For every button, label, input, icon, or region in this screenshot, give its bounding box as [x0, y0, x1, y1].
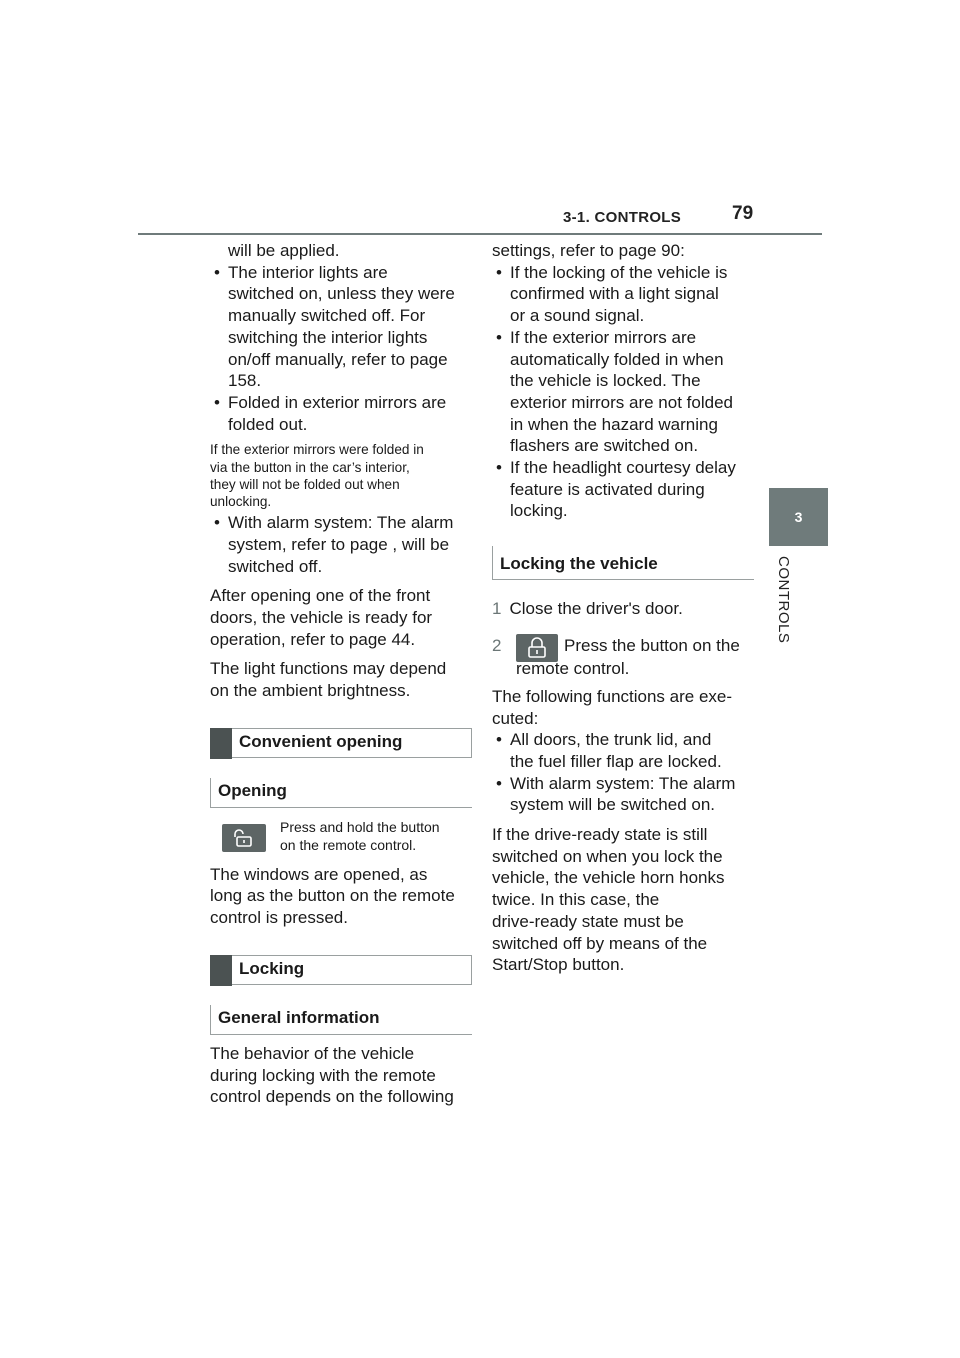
text-line: If the exterior mirrors were folded in: [210, 442, 424, 458]
text-line: folded out.: [228, 414, 308, 434]
chapter-number: 3: [794, 509, 803, 525]
text-line: in when the hazard warning: [510, 414, 718, 434]
paragraph: [210, 1043, 472, 1108]
note-text: [210, 441, 472, 510]
text-line: cuted:: [492, 708, 539, 728]
text-line: drive-ready state must be: [492, 911, 684, 931]
step-number: 2: [492, 635, 502, 655]
intro-continuation: will be applied.: [228, 241, 340, 260]
text-line: long as the button on the remote: [210, 886, 455, 906]
section-heading-locking: [210, 955, 472, 985]
heading-label: Locking: [239, 958, 305, 978]
text-line: • All doors, the trunk lid, and: [510, 730, 712, 750]
subheading-label: General information: [218, 1007, 380, 1027]
text-line: exterior mirrors are not folded: [510, 392, 733, 412]
text-line: during locking with the remote: [210, 1065, 436, 1085]
text-line: • With alarm system: The alarm: [510, 773, 736, 793]
list-item: [210, 262, 472, 392]
heading-bar: [210, 955, 232, 986]
heading-label: Convenient opening: [239, 731, 403, 751]
step-number: 1: [492, 599, 502, 619]
text-line: the vehicle is locked. The: [510, 371, 701, 391]
text-line: operation, refer to page 44.: [210, 629, 416, 649]
step-text: Press the button on the: [564, 635, 740, 655]
heading-bar: [210, 728, 232, 759]
chapter-side-label: CONTROLS: [775, 556, 792, 644]
list-item: [492, 773, 754, 816]
unlock-icon: [222, 824, 266, 852]
step-text: remote control.: [516, 658, 630, 678]
opening-instruction: [210, 818, 472, 864]
text-line: • If the locking of the vehicle is: [510, 262, 728, 282]
text-line: • If the headlight courtesy delay: [510, 458, 736, 478]
text-line: vehicle, the vehicle horn honks: [492, 868, 725, 888]
text-line: twice. In this case, the: [492, 890, 660, 910]
text-line: on the ambient brightness.: [210, 681, 411, 701]
text-line: switched on, unless they were: [228, 284, 455, 304]
text-line: If the drive-ready state is still: [492, 825, 708, 845]
step-2: [492, 634, 754, 678]
text-line: • The interior lights are: [228, 262, 388, 282]
left-column: [210, 240, 472, 1108]
list-item: [492, 729, 754, 772]
text-line: they will not be folded out when: [210, 476, 400, 492]
paragraph: settings, refer to page 90:: [492, 241, 685, 260]
subheading-general-information: [210, 1005, 472, 1035]
text-line: the fuel filler flap are locked.: [510, 751, 722, 771]
list-item: [210, 512, 472, 577]
list-item: [492, 262, 754, 327]
text-line: system, refer to page , will be: [228, 534, 450, 554]
text-line: on the remote control.: [280, 836, 417, 853]
text-line: or a sound signal.: [510, 306, 645, 326]
text-line: Start/Stop button.: [492, 955, 625, 975]
text-line: system will be switched on.: [510, 795, 716, 815]
text-line: feature is activated during: [510, 479, 705, 499]
text-line: 158.: [228, 371, 262, 391]
list-item: [210, 392, 472, 435]
right-column: [492, 240, 754, 976]
header-divider: [138, 233, 822, 235]
step-1: [492, 598, 754, 620]
step-text: Close the driver's door.: [509, 599, 683, 619]
text-line: doors, the vehicle is ready for: [210, 607, 433, 627]
section-title: 3-1. CONTROLS: [563, 209, 682, 226]
paragraph: [210, 864, 472, 929]
text-line: unlocking.: [210, 493, 272, 509]
text-line: • With alarm system: The alarm: [228, 513, 454, 533]
text-line: control is pressed.: [210, 908, 348, 928]
text-line: • Folded in exterior mirrors are: [228, 392, 447, 412]
text-line: manually switched off. For: [228, 306, 426, 326]
instruction-text: [280, 818, 440, 854]
subheading-label: Locking the vehicle: [500, 554, 658, 574]
text-line: After opening one of the front: [210, 586, 431, 606]
text-line: automatically folded in when: [510, 349, 724, 369]
list-item: [492, 457, 754, 522]
text-line: confirmed with a light signal: [510, 284, 719, 304]
text-line: The windows are opened, as: [210, 864, 428, 884]
text-line: control depends on the following: [210, 1087, 454, 1107]
paragraph: [210, 585, 472, 650]
text-line: switching the interior lights: [228, 327, 428, 347]
subheading-opening: [210, 778, 472, 808]
text-line: switched off.: [228, 556, 323, 576]
section-heading-convenient-opening: [210, 728, 472, 758]
text-line: switched on when you lock the: [492, 846, 723, 866]
chapter-tab: [769, 488, 828, 546]
text-line: via the button in the car’s interior,: [210, 459, 410, 475]
text-line: Press and hold the button: [280, 818, 440, 835]
paragraph: [492, 686, 754, 729]
list-item: [492, 327, 754, 457]
lock-icon: [516, 634, 558, 662]
text-line: The behavior of the vehicle: [210, 1043, 415, 1063]
text-line: • If the exterior mirrors are: [510, 327, 697, 347]
subheading-locking-the-vehicle: [492, 546, 754, 580]
text-line: locking.: [510, 501, 568, 521]
paragraph: [492, 824, 754, 976]
text-line: switched off by means of the: [492, 933, 708, 953]
text-line: The light functions may depend: [210, 659, 447, 679]
page-number: 79: [732, 203, 754, 224]
text-line: The following functions are exe-: [492, 686, 733, 706]
text-line: on/off manually, refer to page: [228, 349, 448, 369]
text-line: flashers are switched on.: [510, 436, 699, 456]
subheading-label: Opening: [218, 780, 287, 800]
paragraph: [210, 658, 472, 701]
